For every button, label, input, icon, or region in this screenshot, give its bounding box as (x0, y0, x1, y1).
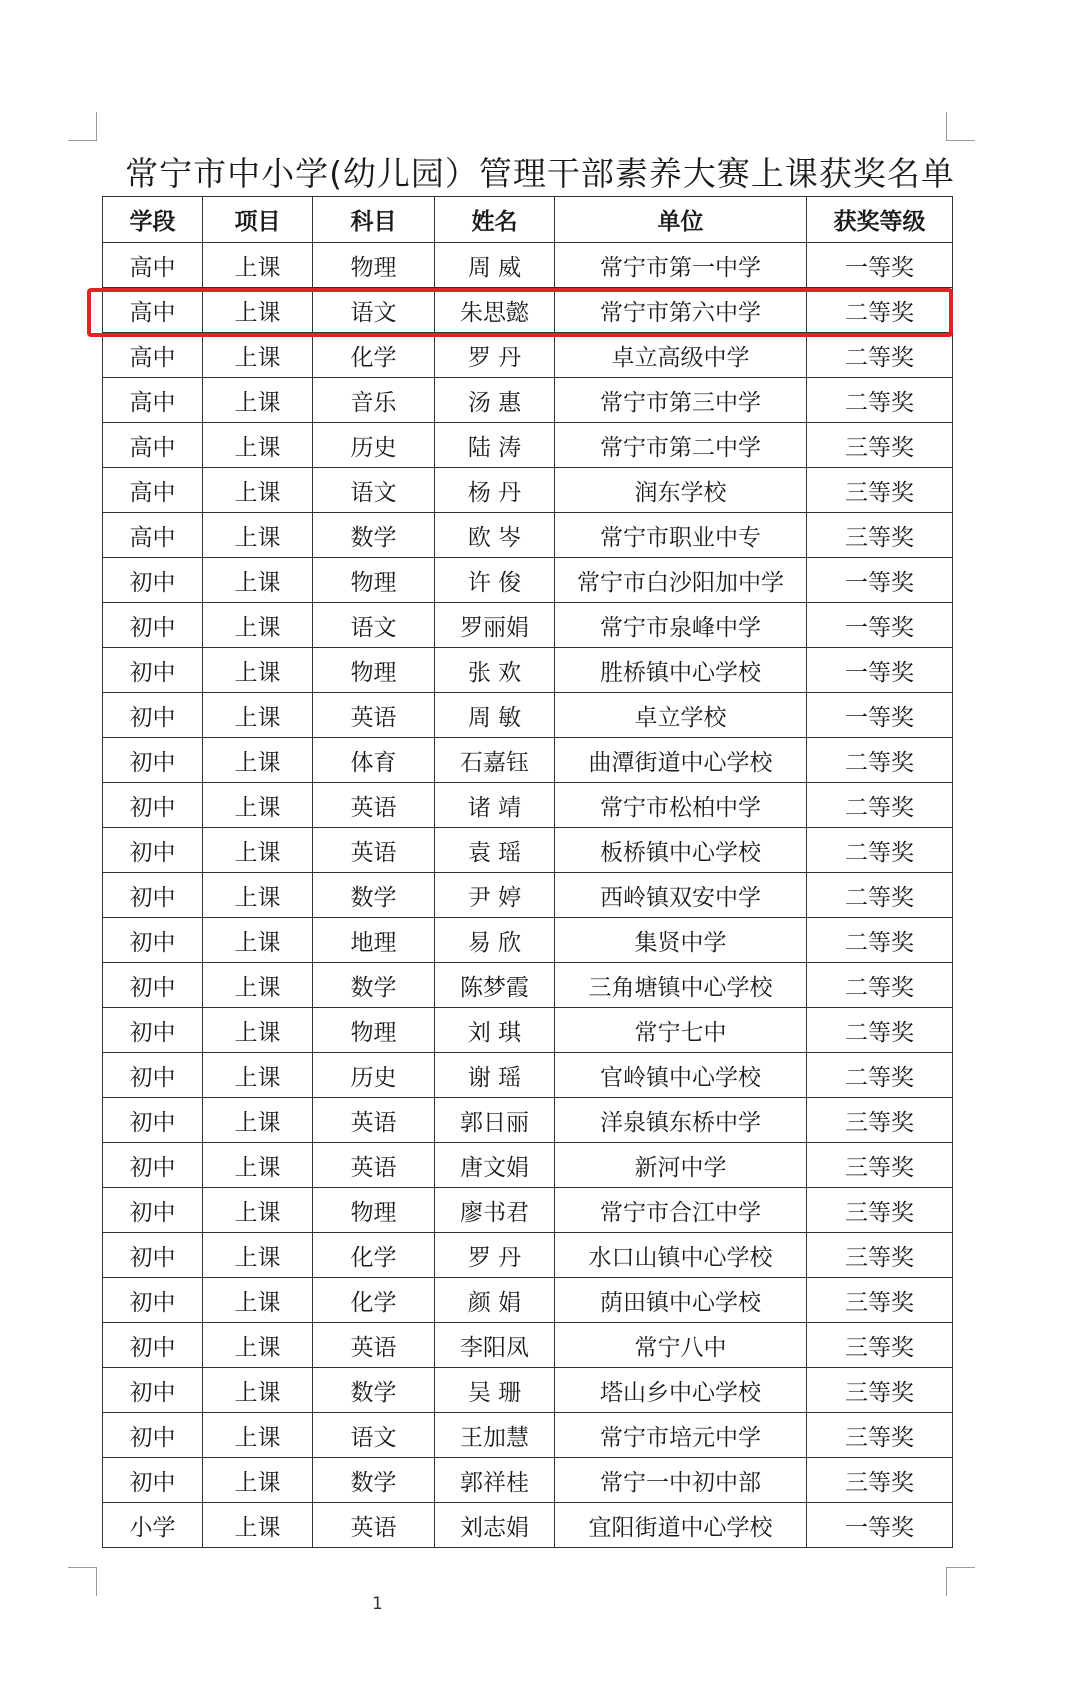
cell-subject: 英语 (313, 1323, 435, 1368)
cell-stage: 初中 (103, 918, 203, 963)
table-row (103, 468, 953, 513)
cell-unit: 塔山乡中心学校 (555, 1368, 807, 1413)
cell-item: 上课 (203, 603, 313, 648)
page-corner-mark (68, 112, 97, 141)
cell-name: 杨 丹 (435, 468, 555, 513)
cell-award-level: 一等奖 (807, 693, 953, 738)
table-row (103, 1413, 953, 1458)
cell-award-level: 二等奖 (807, 288, 953, 333)
cell-award-level: 二等奖 (807, 783, 953, 828)
cell-stage: 高中 (103, 288, 203, 333)
cell-stage: 初中 (103, 1278, 203, 1323)
table-body (103, 243, 953, 1548)
cell-unit: 洋泉镇东桥中学 (555, 1098, 807, 1143)
cell-subject: 物理 (313, 1008, 435, 1053)
table-row (103, 378, 953, 423)
cell-unit: 常宁七中 (555, 1008, 807, 1053)
cell-subject: 英语 (313, 783, 435, 828)
cell-name: 李阳凤 (435, 1323, 555, 1368)
table-row (103, 1008, 953, 1053)
cell-subject: 英语 (313, 1143, 435, 1188)
cell-award-level: 三等奖 (807, 1143, 953, 1188)
cell-item: 上课 (203, 1413, 313, 1458)
page-corner-mark (946, 112, 975, 141)
table-row (103, 1323, 953, 1368)
cell-stage: 初中 (103, 783, 203, 828)
cell-award-level: 一等奖 (807, 603, 953, 648)
table-row (103, 1188, 953, 1233)
table-row (103, 603, 953, 648)
cell-unit: 荫田镇中心学校 (555, 1278, 807, 1323)
table-row (103, 1233, 953, 1278)
table-row (103, 1458, 953, 1503)
cell-stage: 高中 (103, 423, 203, 468)
table-row (103, 963, 953, 1008)
cell-unit: 常宁一中初中部 (555, 1458, 807, 1503)
column-header-stage: 学段 (103, 197, 203, 243)
cell-unit: 常宁市松柏中学 (555, 783, 807, 828)
table-row (103, 648, 953, 693)
cell-item: 上课 (203, 1323, 313, 1368)
cell-subject: 英语 (313, 1503, 435, 1548)
cell-item: 上课 (203, 693, 313, 738)
document-title: 常宁市中小学(幼儿园）管理干部素养大赛上课获奖名单 (125, 154, 955, 193)
cell-subject: 物理 (313, 558, 435, 603)
table-row (103, 1503, 953, 1548)
cell-unit: 曲潭街道中心学校 (555, 738, 807, 783)
cell-unit: 新河中学 (555, 1143, 807, 1188)
table-row (103, 738, 953, 783)
cell-item: 上课 (203, 918, 313, 963)
cell-stage: 高中 (103, 513, 203, 558)
cell-award-level: 三等奖 (807, 1368, 953, 1413)
cell-item: 上课 (203, 288, 313, 333)
cell-stage: 初中 (103, 558, 203, 603)
column-header-subject: 科目 (313, 197, 435, 243)
table-row (103, 1368, 953, 1413)
table-row (103, 1053, 953, 1098)
cell-item: 上课 (203, 963, 313, 1008)
cell-subject: 数学 (313, 1368, 435, 1413)
cell-item: 上课 (203, 468, 313, 513)
cell-subject: 英语 (313, 828, 435, 873)
cell-item: 上课 (203, 1458, 313, 1503)
cell-stage: 初中 (103, 1413, 203, 1458)
cell-name: 许 俊 (435, 558, 555, 603)
cell-award-level: 三等奖 (807, 1458, 953, 1503)
cell-name: 刘志娟 (435, 1503, 555, 1548)
cell-item: 上课 (203, 1098, 313, 1143)
cell-award-level: 三等奖 (807, 1323, 953, 1368)
cell-name: 廖书君 (435, 1188, 555, 1233)
cell-stage: 初中 (103, 1368, 203, 1413)
cell-subject: 语文 (313, 288, 435, 333)
table-header-row (103, 197, 953, 243)
cell-unit: 卓立学校 (555, 693, 807, 738)
cell-stage: 高中 (103, 468, 203, 513)
cell-name: 颜 娟 (435, 1278, 555, 1323)
cell-unit: 官岭镇中心学校 (555, 1053, 807, 1098)
cell-subject: 语文 (313, 1413, 435, 1458)
cell-award-level: 二等奖 (807, 828, 953, 873)
cell-award-level: 二等奖 (807, 1008, 953, 1053)
column-header-award-level: 获奖等级 (807, 197, 953, 243)
cell-name: 张 欢 (435, 648, 555, 693)
cell-unit: 常宁市第三中学 (555, 378, 807, 423)
cell-stage: 初中 (103, 828, 203, 873)
cell-name: 谢 瑶 (435, 1053, 555, 1098)
cell-subject: 数学 (313, 1458, 435, 1503)
table-row (103, 918, 953, 963)
cell-item: 上课 (203, 1188, 313, 1233)
column-header-name: 姓名 (435, 197, 555, 243)
cell-unit: 卓立高级中学 (555, 333, 807, 378)
cell-name: 郭祥桂 (435, 1458, 555, 1503)
cell-item: 上课 (203, 1233, 313, 1278)
cell-name: 汤 惠 (435, 378, 555, 423)
cell-award-level: 一等奖 (807, 648, 953, 693)
cell-award-level: 三等奖 (807, 468, 953, 513)
cell-unit: 常宁市职业中专 (555, 513, 807, 558)
table-row (103, 288, 953, 333)
cell-award-level: 三等奖 (807, 1278, 953, 1323)
cell-item: 上课 (203, 423, 313, 468)
cell-unit: 常宁八中 (555, 1323, 807, 1368)
cell-stage: 初中 (103, 1458, 203, 1503)
column-header-item: 项目 (203, 197, 313, 243)
cell-award-level: 三等奖 (807, 1188, 953, 1233)
cell-unit: 水口山镇中心学校 (555, 1233, 807, 1278)
cell-name: 罗 丹 (435, 1233, 555, 1278)
cell-stage: 小学 (103, 1503, 203, 1548)
cell-subject: 物理 (313, 648, 435, 693)
cell-item: 上课 (203, 243, 313, 288)
cell-name: 尹 婷 (435, 873, 555, 918)
table-row (103, 513, 953, 558)
cell-unit: 常宁市培元中学 (555, 1413, 807, 1458)
cell-subject: 语文 (313, 468, 435, 513)
cell-unit: 集贤中学 (555, 918, 807, 963)
cell-subject: 英语 (313, 693, 435, 738)
award-table (102, 196, 953, 1548)
cell-item: 上课 (203, 1503, 313, 1548)
page-number: 1 (372, 1594, 383, 1614)
cell-item: 上课 (203, 1053, 313, 1098)
cell-name: 易 欣 (435, 918, 555, 963)
table-row (103, 1143, 953, 1188)
cell-award-level: 二等奖 (807, 873, 953, 918)
cell-subject: 英语 (313, 1098, 435, 1143)
cell-award-level: 二等奖 (807, 738, 953, 783)
cell-name: 袁 瑶 (435, 828, 555, 873)
cell-stage: 初中 (103, 603, 203, 648)
cell-name: 朱思懿 (435, 288, 555, 333)
cell-award-level: 三等奖 (807, 423, 953, 468)
cell-award-level: 一等奖 (807, 1503, 953, 1548)
cell-item: 上课 (203, 648, 313, 693)
cell-award-level: 一等奖 (807, 243, 953, 288)
table-row (103, 1278, 953, 1323)
cell-name: 周 威 (435, 243, 555, 288)
cell-stage: 初中 (103, 1008, 203, 1053)
cell-item: 上课 (203, 513, 313, 558)
cell-item: 上课 (203, 558, 313, 603)
cell-name: 石嘉钰 (435, 738, 555, 783)
cell-item: 上课 (203, 1143, 313, 1188)
cell-name: 唐文娟 (435, 1143, 555, 1188)
table-row (103, 873, 953, 918)
cell-item: 上课 (203, 378, 313, 423)
cell-name: 陈梦霞 (435, 963, 555, 1008)
cell-stage: 初中 (103, 1143, 203, 1188)
cell-item: 上课 (203, 828, 313, 873)
cell-stage: 初中 (103, 963, 203, 1008)
cell-name: 王加慧 (435, 1413, 555, 1458)
cell-stage: 高中 (103, 333, 203, 378)
cell-award-level: 一等奖 (807, 558, 953, 603)
cell-name: 诸 靖 (435, 783, 555, 828)
cell-subject: 数学 (313, 963, 435, 1008)
cell-item: 上课 (203, 783, 313, 828)
cell-unit: 胜桥镇中心学校 (555, 648, 807, 693)
cell-stage: 初中 (103, 1188, 203, 1233)
cell-award-level: 三等奖 (807, 513, 953, 558)
cell-unit: 常宁市第六中学 (555, 288, 807, 333)
page-corner-mark (946, 1567, 975, 1596)
table-row (103, 558, 953, 603)
table-row (103, 828, 953, 873)
cell-unit: 常宁市第一中学 (555, 243, 807, 288)
cell-unit: 宜阳街道中心学校 (555, 1503, 807, 1548)
cell-name: 罗 丹 (435, 333, 555, 378)
cell-unit: 润东学校 (555, 468, 807, 513)
table-row (103, 243, 953, 288)
table-row (103, 693, 953, 738)
cell-award-level: 二等奖 (807, 1053, 953, 1098)
cell-subject: 地理 (313, 918, 435, 963)
cell-subject: 音乐 (313, 378, 435, 423)
cell-unit: 三角塘镇中心学校 (555, 963, 807, 1008)
cell-name: 罗丽娟 (435, 603, 555, 648)
cell-subject: 历史 (313, 1053, 435, 1098)
cell-stage: 初中 (103, 693, 203, 738)
cell-subject: 化学 (313, 1233, 435, 1278)
table-row (103, 783, 953, 828)
cell-item: 上课 (203, 333, 313, 378)
column-header-unit: 单位 (555, 197, 807, 243)
cell-subject: 数学 (313, 513, 435, 558)
cell-item: 上课 (203, 1278, 313, 1323)
cell-name: 周 敏 (435, 693, 555, 738)
cell-stage: 初中 (103, 648, 203, 693)
cell-name: 郭日丽 (435, 1098, 555, 1143)
table-row (103, 423, 953, 468)
cell-subject: 化学 (313, 333, 435, 378)
cell-stage: 初中 (103, 1323, 203, 1368)
cell-stage: 初中 (103, 873, 203, 918)
cell-item: 上课 (203, 1368, 313, 1413)
table-row (103, 333, 953, 378)
cell-award-level: 二等奖 (807, 378, 953, 423)
cell-item: 上课 (203, 873, 313, 918)
cell-unit: 板桥镇中心学校 (555, 828, 807, 873)
cell-unit: 常宁市白沙阳加中学 (555, 558, 807, 603)
cell-item: 上课 (203, 1008, 313, 1053)
cell-unit: 西岭镇双安中学 (555, 873, 807, 918)
cell-unit: 常宁市第二中学 (555, 423, 807, 468)
cell-subject: 物理 (313, 243, 435, 288)
cell-award-level: 二等奖 (807, 333, 953, 378)
cell-stage: 初中 (103, 1053, 203, 1098)
cell-award-level: 三等奖 (807, 1098, 953, 1143)
cell-name: 刘 琪 (435, 1008, 555, 1053)
cell-unit: 常宁市泉峰中学 (555, 603, 807, 648)
page-corner-mark (68, 1567, 97, 1596)
cell-stage: 初中 (103, 1233, 203, 1278)
cell-stage: 高中 (103, 378, 203, 423)
cell-unit: 常宁市合江中学 (555, 1188, 807, 1233)
cell-award-level: 二等奖 (807, 918, 953, 963)
table-row (103, 1098, 953, 1143)
cell-award-level: 三等奖 (807, 1233, 953, 1278)
cell-name: 陆 涛 (435, 423, 555, 468)
cell-award-level: 二等奖 (807, 963, 953, 1008)
cell-subject: 历史 (313, 423, 435, 468)
cell-stage: 高中 (103, 243, 203, 288)
cell-subject: 物理 (313, 1188, 435, 1233)
cell-stage: 初中 (103, 1098, 203, 1143)
cell-award-level: 三等奖 (807, 1413, 953, 1458)
cell-subject: 语文 (313, 603, 435, 648)
cell-subject: 化学 (313, 1278, 435, 1323)
cell-name: 吴 珊 (435, 1368, 555, 1413)
cell-name: 欧 岑 (435, 513, 555, 558)
cell-subject: 体育 (313, 738, 435, 783)
cell-subject: 数学 (313, 873, 435, 918)
cell-item: 上课 (203, 738, 313, 783)
cell-stage: 初中 (103, 738, 203, 783)
